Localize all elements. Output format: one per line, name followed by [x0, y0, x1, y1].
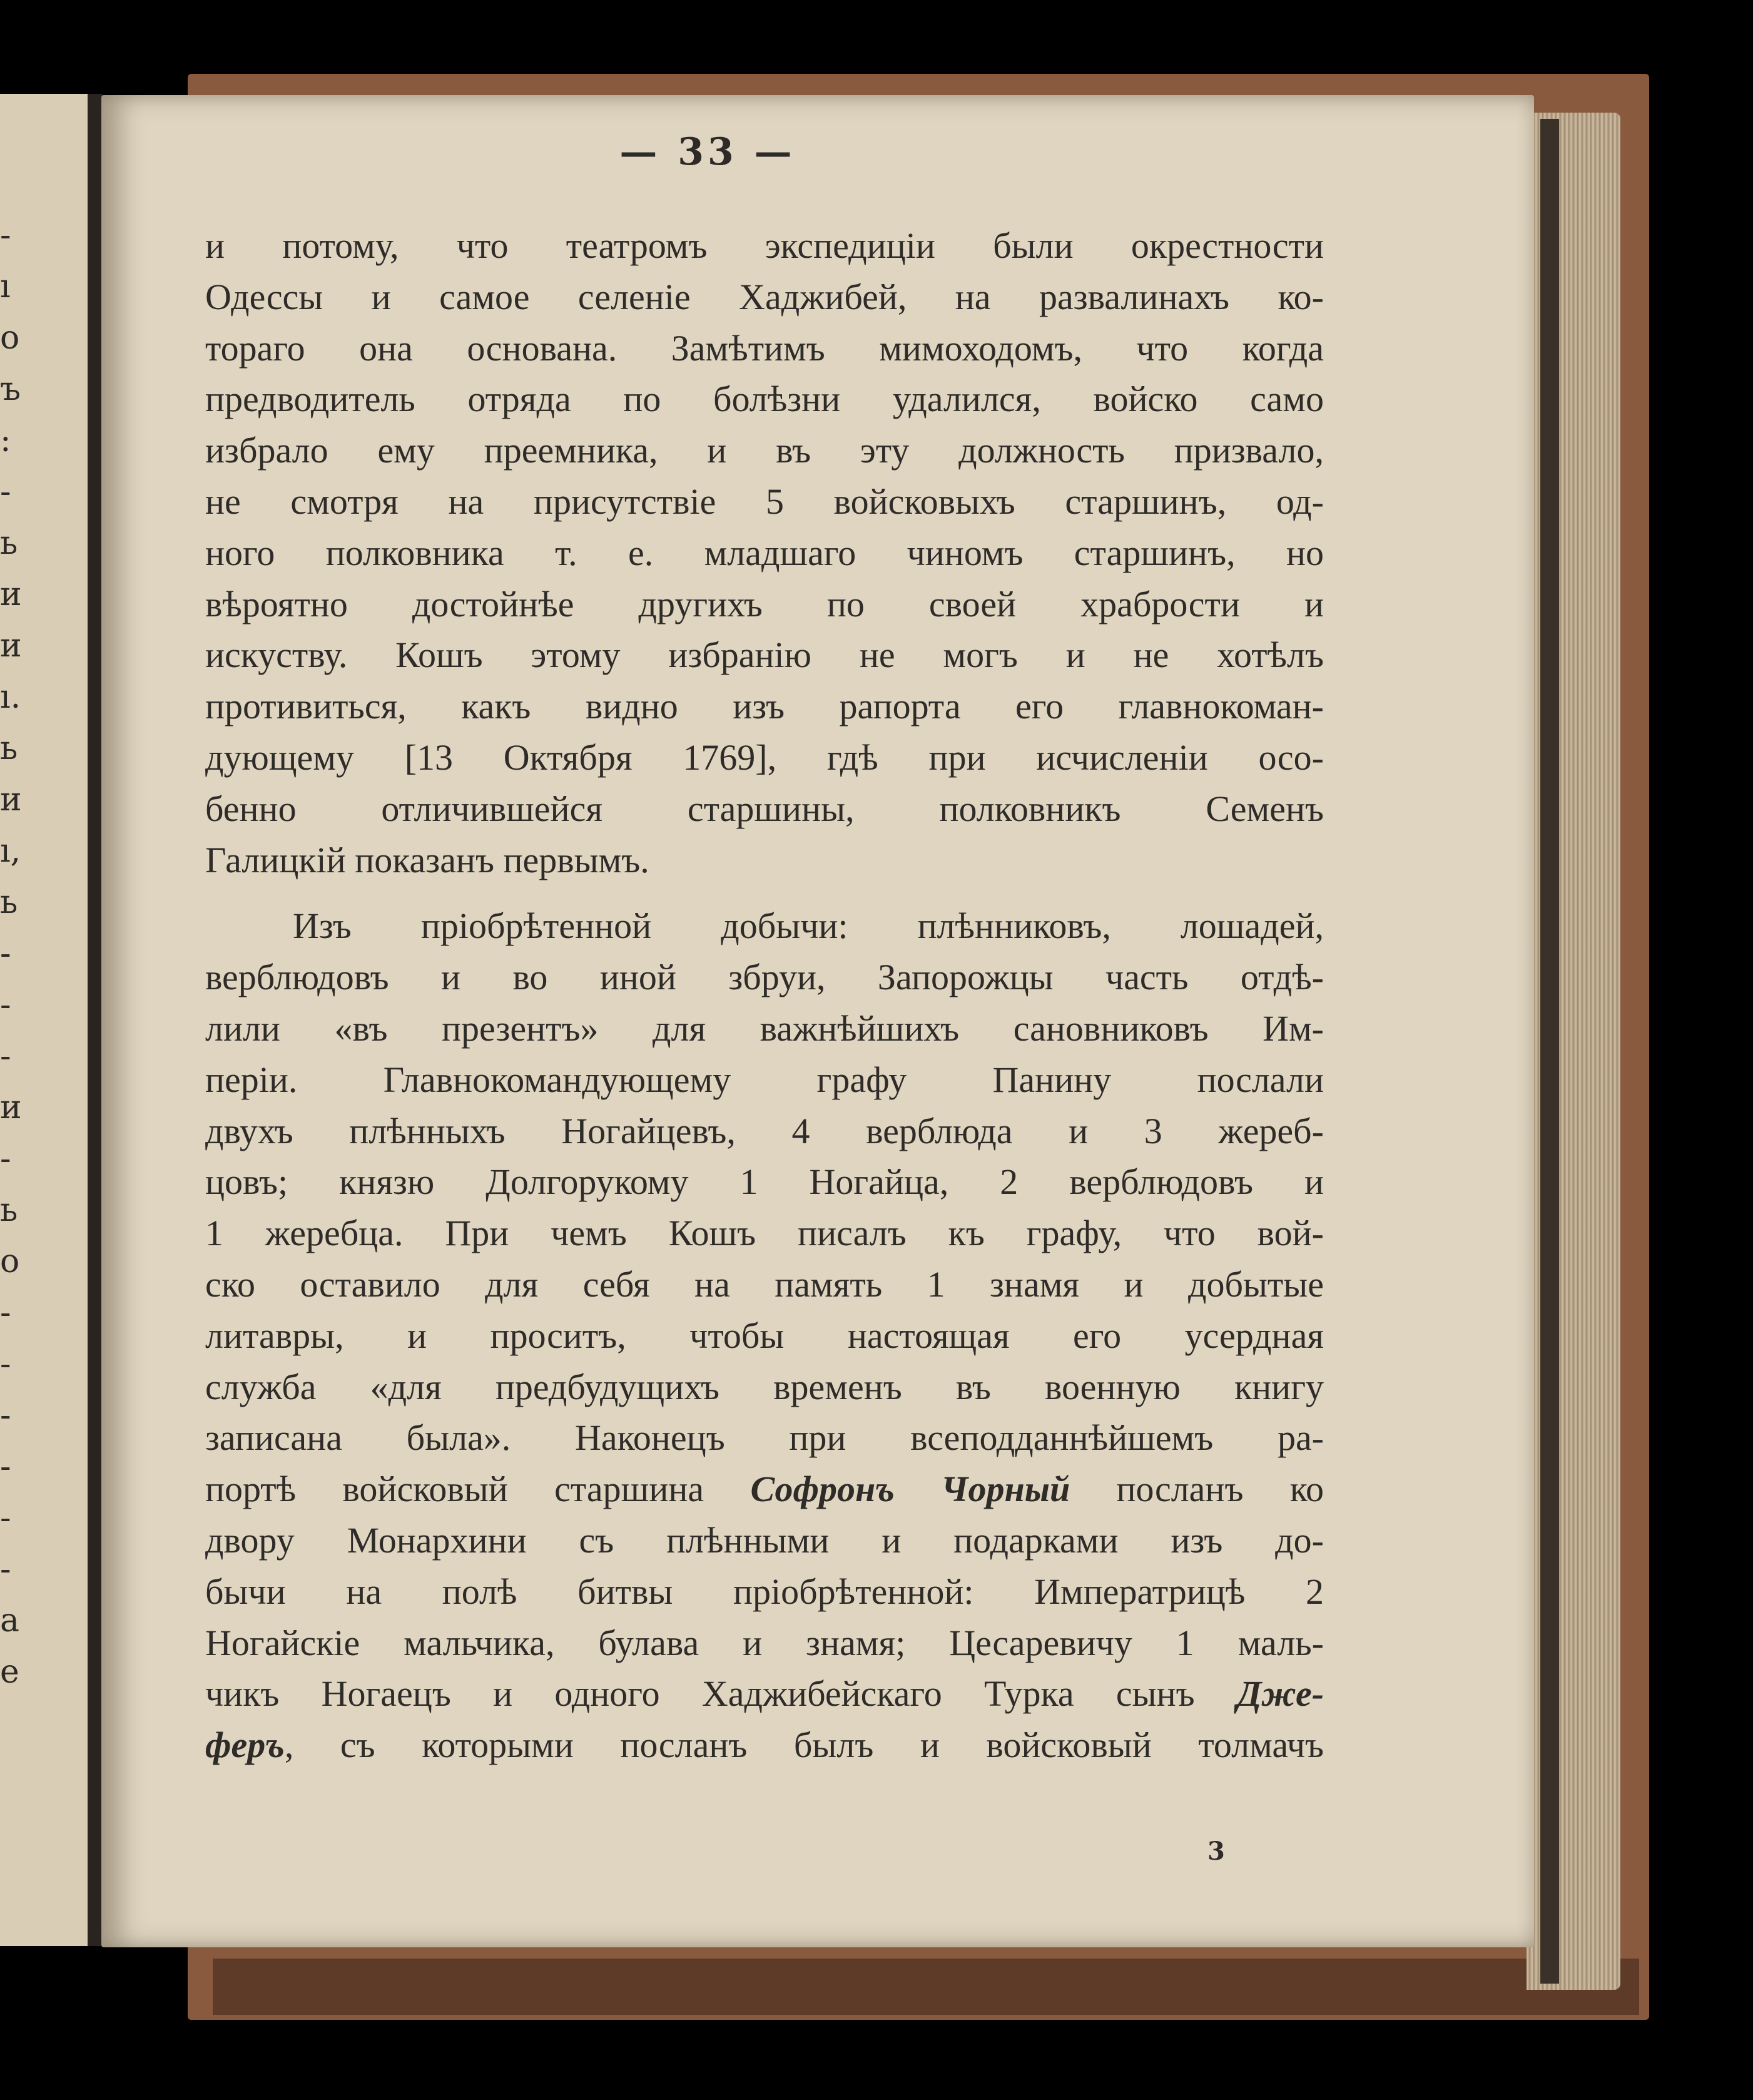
person-name: Софронъ Чорный	[750, 1469, 1070, 1510]
text-line: ско оставило для себя на память 1 знамя и добытые	[205, 1263, 1324, 1305]
text-line: верблюдовъ и во иной збруи, Запорожцы часть отдѣ-	[205, 957, 1324, 998]
person-name: Дже-	[1236, 1673, 1324, 1715]
body-text	[205, 220, 1324, 1771]
left-page-fragment: и	[0, 627, 22, 665]
left-page-fragment: и	[0, 576, 22, 613]
printer-signature: 3	[1207, 1837, 1225, 1866]
paragraph-gap	[205, 885, 1324, 900]
left-page-fragment: -	[0, 1397, 11, 1434]
left-page-fragment: о	[0, 1243, 20, 1280]
text-line: 1 жеребца. При чемъ Кошъ писалъ къ графу, что вой-	[205, 1213, 1324, 1254]
left-page-fragment: ь	[0, 524, 18, 562]
text-line: Изъ пріобрѣтенной добычи: плѣнниковъ, лошадей,	[293, 905, 1324, 947]
person-name: феръ	[205, 1725, 285, 1766]
left-page-fragment: е	[0, 1653, 19, 1691]
text-line-with-name	[205, 1668, 1324, 1720]
left-page-fragment: ъ	[0, 370, 21, 408]
text-line: не смотря на присутствіе 5 войсковыхъ старшинъ, од-	[205, 481, 1324, 522]
page-edge-shadow	[1540, 119, 1559, 1984]
text-line-with-name	[205, 1464, 1324, 1515]
text-line: двору Монархини съ плѣнными и подарками изъ до-	[205, 1519, 1324, 1561]
text-line: бычи на полѣ битвы пріобрѣтенной: Императрицѣ 2	[205, 1571, 1324, 1612]
left-page-fragment: и	[0, 781, 22, 818]
text-line: вѣроятно достойнѣе другихъ по своей храбрости и	[205, 583, 1324, 624]
left-facing-page	[0, 94, 94, 1946]
left-page-fragment: -	[0, 986, 11, 1024]
text-line-with-name	[205, 1720, 1324, 1771]
left-page-fragment: и	[0, 1089, 22, 1126]
left-page-fragment: -	[0, 1294, 11, 1332]
left-page-fragment: -	[0, 1499, 11, 1537]
text-line: Ногайскіе мальчика, булава и знамя; Цесаревичу 1 маль-	[205, 1622, 1324, 1663]
text-line: Галицкій показанъ первымъ.	[205, 839, 649, 880]
text-line: предводитель отряда по болѣзни удалился, войско само	[205, 379, 1324, 420]
text-fragment: посланъ ко	[1116, 1469, 1324, 1510]
left-page-fragment: -	[0, 217, 11, 254]
text-line: литавры, и проситъ, чтобы настоящая его усердная	[205, 1315, 1324, 1356]
page-number: — 33 —	[619, 130, 796, 174]
text-line: періи. Главнокомандующему графу Панину послали	[205, 1059, 1324, 1100]
left-page-fragment: ь	[0, 1191, 18, 1229]
left-page-fragment: -	[0, 1448, 11, 1486]
text-line: записана была». Наконецъ при всеподданнѣйшемъ ра-	[205, 1417, 1324, 1459]
text-fragment: чикъ Ногаецъ и одного Хаджибейскаго Турка сынъ	[205, 1673, 1195, 1715]
book-gutter	[88, 94, 103, 1946]
left-page-fragment: -	[0, 935, 11, 972]
text-line: избрало ему преемника, и въ эту должность призвало,	[205, 430, 1324, 471]
left-page-fragment: ь	[0, 730, 18, 767]
text-line: двухъ плѣнныхъ Ногайцевъ, 4 верблюда и 3 жереб-	[205, 1110, 1324, 1151]
text-line: служба «для предбудущихъ временъ въ военную книгу	[205, 1366, 1324, 1407]
text-line: лили «въ презентъ» для важнѣйшихъ сановниковъ Им-	[205, 1007, 1324, 1049]
left-page-fragment: ı.	[0, 678, 21, 716]
text-line: искуству. Кошъ этому избранію не могъ и не хотѣлъ	[205, 635, 1324, 676]
left-page-fragment: -	[0, 1345, 11, 1383]
left-page-fragment: -	[0, 473, 11, 511]
text-line: Одессы и самое селеніе Хаджибей, на развалинахъ ко-	[205, 276, 1324, 317]
left-page-fragment: :	[0, 422, 11, 459]
left-page-fragment: а	[0, 1602, 20, 1639]
text-line: противиться, какъ видно изъ рапорта его главнокоман-	[205, 686, 1324, 727]
left-page-fragment: ı,	[0, 832, 21, 870]
text-line: ного полковника т. е. младшаго чиномъ старшинъ, но	[205, 532, 1324, 573]
text-line: бенно отличившейся старшины, полковникъ Семенъ	[205, 788, 1324, 829]
text-line: дующему [13 Октября 1769], гдѣ при исчисленіи осо-	[205, 737, 1324, 778]
cover-bottom-edge	[213, 1959, 1639, 2015]
text-line: цовъ; князю Долгорукому 1 Ногайца, 2 верблюдовъ и	[205, 1161, 1324, 1203]
text-line: и потому, что театромъ экспедиціи были окрестности	[205, 225, 1324, 266]
text-fragment: портѣ войсковый старшина	[205, 1469, 704, 1510]
left-page-fragment: ı	[0, 268, 11, 305]
left-page-fragment: -	[0, 1140, 11, 1178]
left-page-fragment: -	[0, 1551, 11, 1588]
text-line: тораго она основана. Замѣтимъ мимоходомъ, что когда	[205, 327, 1324, 369]
left-page-fragment: о	[0, 319, 20, 357]
left-page-fragment: -	[0, 1037, 11, 1075]
left-page-fragment: ь	[0, 884, 18, 921]
text-fragment: , съ которыми посланъ былъ и войсковый толмачъ	[284, 1725, 1324, 1766]
